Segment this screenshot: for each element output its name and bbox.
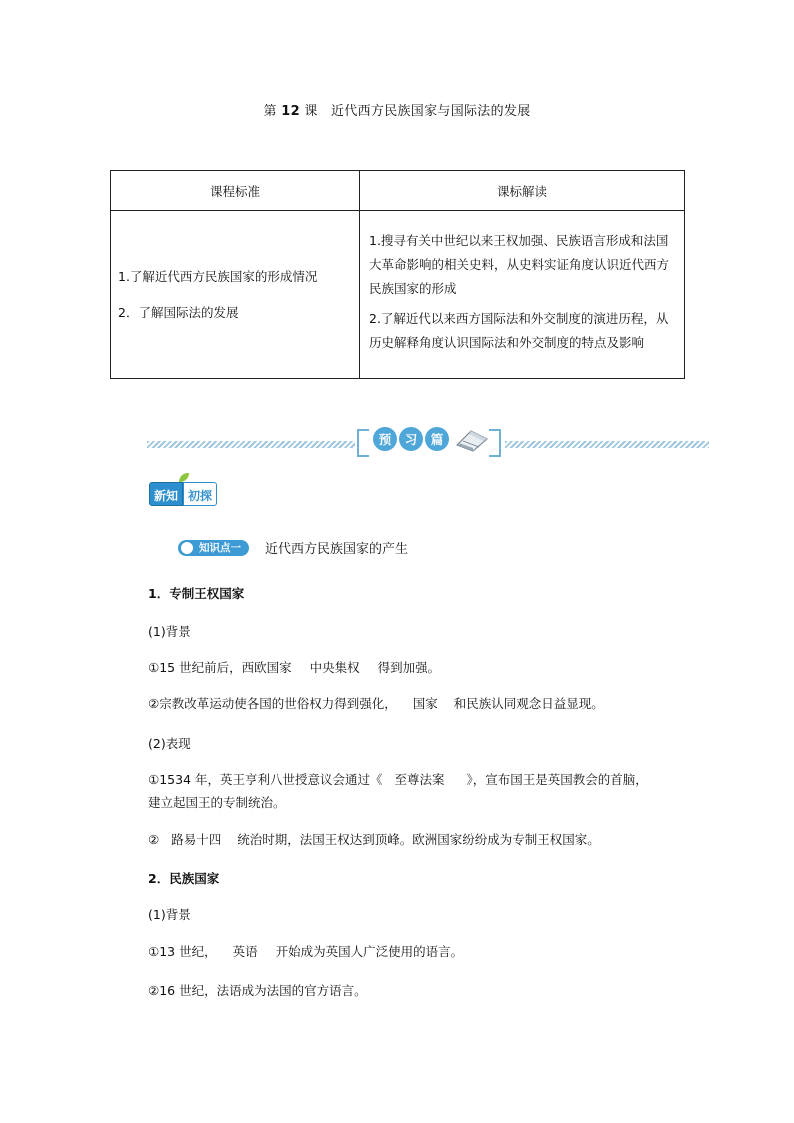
text-run: ②	[148, 832, 160, 847]
paragraph	[148, 831, 600, 849]
text-run: ①1534 年，英王亨利八世授意议会通过《	[148, 772, 383, 787]
answer-blank: 英语	[232, 944, 258, 959]
paragraph: ②16 世纪，法语成为法国的官方语言。	[148, 983, 367, 998]
subheading-background: (1)背景	[148, 624, 191, 639]
paragraph	[148, 771, 678, 789]
banner-bracket-right	[489, 429, 501, 457]
knowledge-point-title: 近代西方民族国家的产生	[265, 542, 409, 557]
standard-item: 2．了解国际法的发展	[118, 304, 239, 320]
standard-item: 1.了解近代西方民族国家的形成情况	[118, 268, 318, 284]
banner-title	[373, 427, 449, 451]
banner-char: 预	[373, 427, 397, 451]
new-knowledge-tag	[149, 482, 217, 506]
answer-blank: 路易十四	[171, 832, 222, 847]
knowledge-point-badge	[178, 540, 249, 556]
badge-label: 知识点一	[199, 542, 241, 554]
title-suffix: 课 近代西方民族国家与国际法的发展	[304, 104, 531, 119]
banner-char: 习	[399, 427, 423, 451]
text-run: ①13 世纪，	[148, 944, 217, 959]
table-header-standards: 课程标准	[111, 171, 360, 211]
subheading-background: (1)背景	[148, 907, 191, 922]
preview-section-banner	[147, 423, 709, 457]
leaf-icon	[179, 473, 189, 482]
title-prefix: 第	[263, 104, 277, 119]
banner-char: 篇	[425, 427, 449, 451]
text-run: 得到加强。	[377, 660, 441, 675]
heading-absolute-monarchy: 1．专制王权国家	[148, 586, 245, 601]
answer-blank: 中央集权	[309, 660, 360, 675]
text-run: 统治时期，法国王权达到顶峰。欧洲国家纷纷成为专制王权国家。	[237, 832, 600, 847]
text-run: 开始成为英国人广泛使用的语言。	[275, 944, 464, 959]
lesson-title	[0, 100, 794, 119]
knowledge-point-header	[178, 538, 408, 557]
text-run: ①15 世纪前后，西欧国家	[148, 660, 292, 675]
curriculum-standards-table	[110, 170, 685, 379]
title-number: 12	[281, 104, 300, 119]
answer-blank: 至尊法案	[394, 772, 445, 787]
paragraph	[148, 695, 604, 713]
interpretation-cell	[360, 211, 685, 379]
banner-stripe-left	[147, 441, 355, 448]
interpretation-item: 1.搜寻有关中世纪以来王权加强、民族语言形成和法国大革命影响的相关史料，从史料实证角度认识近代西方民族国家的形成	[369, 232, 670, 296]
banner-stripe-right	[505, 441, 709, 448]
standards-cell	[111, 211, 360, 379]
paragraph-continued: 建立起国王的专制统治。	[148, 795, 286, 810]
paragraph	[148, 659, 440, 677]
text-run: 》，宣布国王是英国教会的首脑，	[466, 772, 648, 787]
answer-blank: 国家	[412, 696, 438, 711]
book-icon	[453, 425, 489, 453]
circle-icon	[180, 541, 194, 555]
interpretation-item: 2.了解近代以来西方国际法和外交制度的演进历程，从历史解释角度认识国际法和外交制度的特点及影响	[369, 310, 669, 350]
paragraph	[148, 943, 463, 961]
banner-bracket-left	[357, 429, 369, 457]
text-run: 和民族认同观念日益显现。	[453, 696, 604, 711]
tag-part2: 初探	[183, 482, 217, 506]
tag-part1: 新知	[149, 482, 183, 506]
table-header-interpretation: 课标解读	[360, 171, 685, 211]
heading-nation-state: 2．民族国家	[148, 871, 220, 886]
text-run: ②宗教改革运动使各国的世俗权力得到强化，	[148, 696, 397, 711]
subheading-manifestation: (2)表现	[148, 736, 191, 751]
